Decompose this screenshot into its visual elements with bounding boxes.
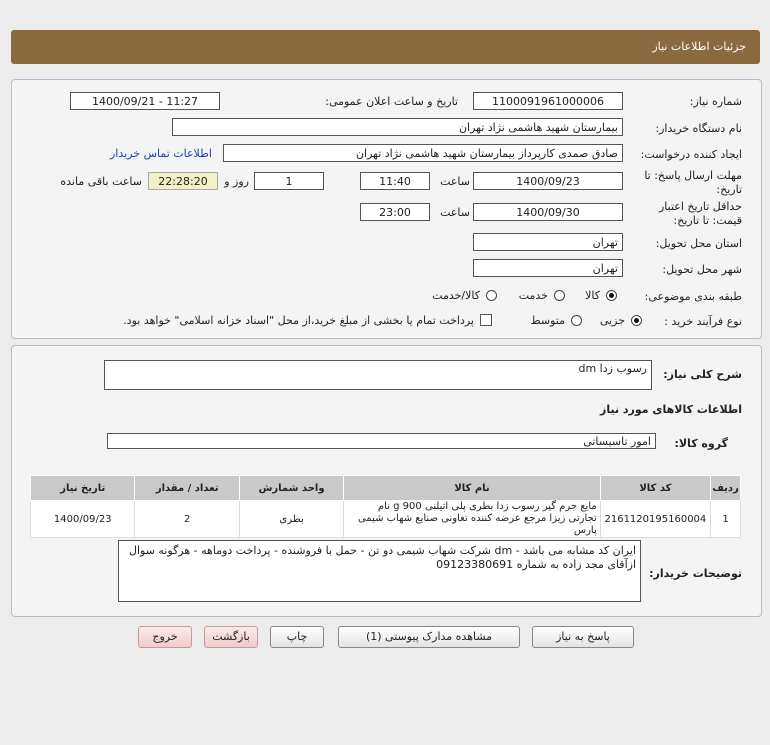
validity-time-field: 23:00 (360, 203, 430, 221)
buyer-notes-label: توضیحات خریدار: (649, 567, 742, 580)
province-label: استان محل تحویل: (655, 237, 742, 250)
payment-note: پرداخت تمام یا بخشی از مبلغ خرید،از محل "اسناد خزانه اسلامی" خواهد بود. (123, 314, 474, 327)
category-goods-service-label: کالا/خدمت (432, 289, 480, 302)
row-date: 1400/09/23 (31, 501, 135, 538)
category-service-radio[interactable] (554, 290, 565, 301)
process-minor-radio[interactable] (631, 315, 642, 326)
city-label: شهر محل تحویل: (662, 263, 742, 276)
goods-table-header (31, 476, 741, 501)
remaining-time-field: 22:28:20 (148, 172, 218, 190)
row-unit: بطری (239, 501, 343, 538)
print-button[interactable]: چاپ (270, 626, 324, 648)
category-label: طبقه بندی موضوعی: (644, 290, 742, 303)
announce-date-field: 1400/09/21 - 11:27 (70, 92, 220, 110)
need-number-label: شماره نیاز: (689, 95, 742, 108)
buyer-contact-link[interactable]: اطلاعات تماس خریدار (110, 147, 212, 160)
reply-date-field: 1400/09/23 (473, 172, 623, 190)
days-field: 1 (254, 172, 324, 190)
row-number: 1 (711, 501, 741, 538)
reply-time-label: ساعت (440, 175, 470, 188)
province-field: تهران (473, 233, 623, 251)
category-service-label: خدمت (518, 289, 548, 302)
table-row (31, 501, 741, 538)
back-button[interactable]: بازگشت (204, 626, 258, 648)
days-label: روز و (224, 175, 249, 188)
need-number-field: 1100091961000006 (473, 92, 623, 110)
validity-date-field: 1400/09/30 (473, 203, 623, 221)
page-header (11, 30, 760, 64)
col-date-header: تاریخ نیاز (31, 476, 135, 501)
treasury-payment-checkbox[interactable] (480, 314, 492, 326)
reply-time-field: 11:40 (360, 172, 430, 190)
validity-label: حداقل تاریخ اعتبار قیمت: تا تاریخ: (658, 200, 742, 227)
goods-info-title: اطلاعات کالاهای مورد نیاز (600, 403, 742, 416)
buyer-notes-field: ایران کد مشابه می باشد - dm شرکت شهاب شیمی دو تن - حمل با فروشنده - پرداخت دوماهه - هرگونه سوال ازآقای مجد زاده به شماره 09123380691 (118, 540, 641, 602)
remaining-time-label: ساعت باقی مانده (60, 175, 142, 188)
group-field: امور تاسیساتی (107, 433, 656, 449)
creator-label: ایجاد کننده درخواست: (640, 148, 742, 161)
category-goods-service-radio[interactable] (486, 290, 497, 301)
category-goods-radio[interactable] (606, 290, 617, 301)
page-title: جزئیات اطلاعات نیاز (652, 40, 746, 53)
row-name: مایع جرم گیر رسوب زدا بطری پلی اتیلنی 900 g نام تجارتی زیزا مرجع عرضه کننده تعاونی صنایع شهاب شیمی پارس (344, 501, 600, 538)
col-unit-header: واحد شمارش (239, 476, 343, 501)
category-goods-label: کالا (585, 289, 600, 302)
validity-time-label: ساعت (440, 206, 470, 219)
process-minor-label: جزیی (599, 314, 625, 327)
city-field: تهران (473, 259, 623, 277)
summary-label: شرح کلی نیاز: (663, 368, 742, 381)
col-qty-header: تعداد / مقدار (135, 476, 239, 501)
buyer-org-field: بیمارستان شهید هاشمی نژاد تهران (172, 118, 623, 136)
group-label: گروه کالا: (674, 437, 728, 450)
reply-button[interactable]: پاسخ به نیاز (532, 626, 634, 648)
col-code-header: کد کالا (600, 476, 710, 501)
row-code: 2161120195160004 (600, 501, 710, 538)
buyer-org-label: نام دستگاه خریدار: (655, 122, 742, 135)
creator-field: صادق صمدی کارپرداز بیمارستان شهید هاشمی نژاد تهران (223, 144, 623, 162)
goods-table (30, 475, 741, 538)
process-label: نوع فرآیند خرید : (664, 315, 742, 328)
col-name-header: نام کالا (344, 476, 600, 501)
row-qty: 2 (135, 501, 239, 538)
summary-field: رسوب زدا dm (104, 360, 652, 390)
process-medium-label: متوسط (530, 314, 565, 327)
exit-button[interactable]: خروج (138, 626, 192, 648)
process-medium-radio[interactable] (571, 315, 582, 326)
reply-deadline-label: مهلت ارسال پاسخ: تا تاریخ: (644, 169, 742, 196)
attachments-button[interactable]: مشاهده مدارک پیوستی (1) (338, 626, 520, 648)
col-row-header: ردیف (711, 476, 741, 501)
announce-date-label: تاریخ و ساعت اعلان عمومی: (325, 95, 458, 108)
